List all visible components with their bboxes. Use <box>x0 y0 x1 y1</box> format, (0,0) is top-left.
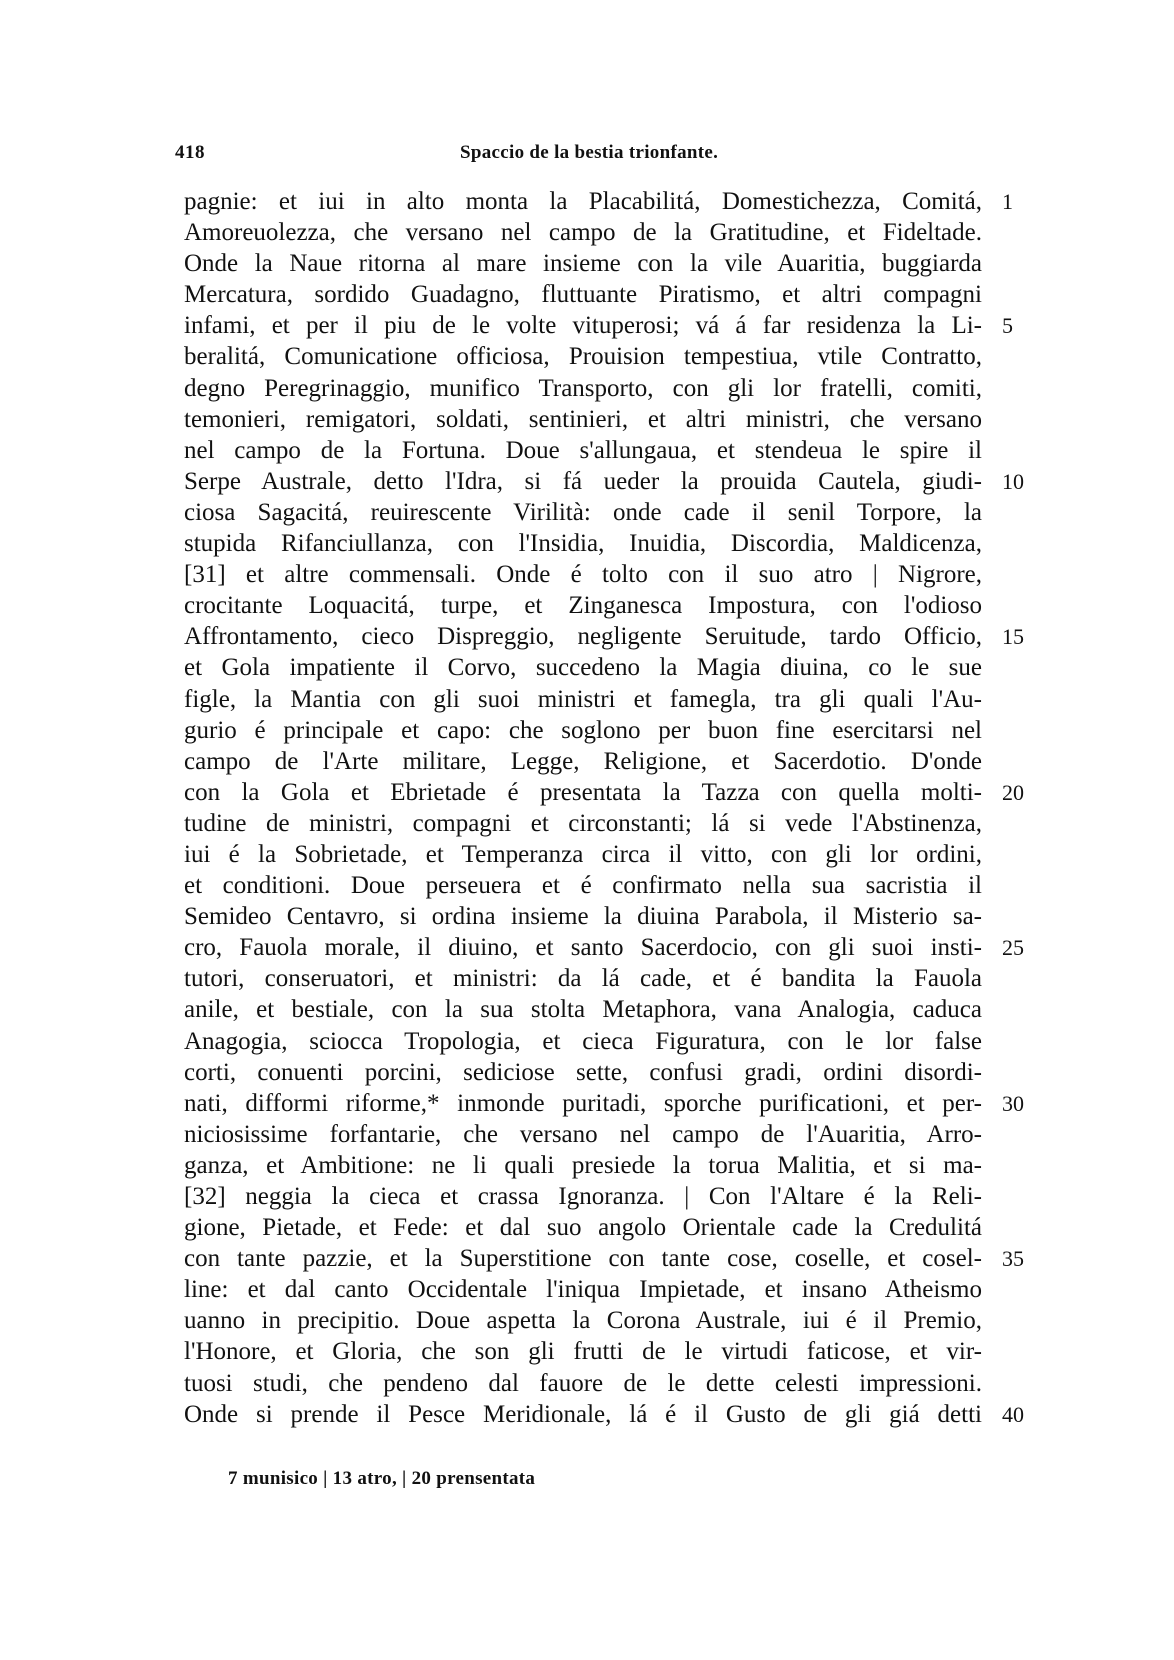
line-text: pagnie: et iui in alto monta la Placabilitá, Domestichezza, Comitá, <box>184 188 982 215</box>
line-text: Affrontamento, cieco Dispreggio, negligente Seruitude, tardo Officio, <box>184 623 982 651</box>
page-number: 418 <box>175 142 205 163</box>
line-text: con tante pazzie, et la Superstitione con tante cose, coselle, et cosel- <box>184 1245 982 1273</box>
text-line <box>184 404 982 435</box>
line-text: Serpe Australe, detto l'Idra, si fá ueder la prouida Cautela, giudi- <box>184 467 982 495</box>
line-text: corti, conuenti porcini, sediciose sette, confusi gradi, ordini disordi- <box>184 1058 982 1086</box>
line-text: Mercatura, sordido Guadagno, fluttuante Piratismo, et altri compagni <box>184 281 982 309</box>
line-number: 5 <box>1002 313 1013 339</box>
text-line <box>184 1026 982 1057</box>
line-text: [31] et altre commensali. Onde é tolto con il suo atro | Nigrore, <box>184 561 982 589</box>
text-line <box>184 1119 982 1150</box>
text-line <box>184 435 982 466</box>
text-line <box>184 1057 982 1088</box>
line-text: Anagogia, sciocca Tropologia, et cieca Figuratura, con le lor false <box>184 1027 982 1055</box>
line-text: gurio é principale et capo: che soglono per buon fine esercitarsi nel <box>184 716 982 744</box>
line-number: 15 <box>1002 624 1024 650</box>
line-text: Onde la Naue ritorna al mare insieme con la vile Auaritia, buggiarda <box>184 250 982 278</box>
text-line <box>184 341 982 372</box>
line-text: temonieri, remigatori, soldati, sentinieri, et altri ministri, che versano <box>184 405 982 433</box>
line-text: iui é la Sobrietade, et Temperanza circa il vitto, con gli lor ordini, <box>184 840 982 868</box>
line-text: [32] neggia la cieca et crassa Ignoranza. | Con l'Altare é la Reli- <box>184 1183 982 1210</box>
text-line <box>184 186 1013 217</box>
text-line <box>184 1150 982 1181</box>
text-line <box>184 1274 982 1305</box>
line-text: tudine de ministri, compagni et circonstanti; lá si vede l'Abstinenza, <box>184 809 982 837</box>
text-line <box>184 963 982 994</box>
line-number: 30 <box>1002 1090 1024 1116</box>
line-text: figle, la Mantia con gli suoi ministri et famegla, tra gli quali l'Au- <box>184 685 982 713</box>
text-line <box>184 808 982 839</box>
text-line <box>184 715 982 746</box>
line-number: 1 <box>1002 189 1013 214</box>
text-line <box>184 777 1024 808</box>
line-number: 25 <box>1002 935 1024 961</box>
critical-apparatus: 7 munisico | 13 atro, | 20 prensentata <box>228 1468 536 1489</box>
line-text: gione, Pietade, et Fede: et dal suo angolo Orientale cade la Credulitá <box>184 1214 982 1242</box>
line-text: line: et dal canto Occidentale l'iniqua Impietade, et insano Atheismo <box>184 1276 982 1304</box>
body-text <box>184 186 1024 1430</box>
text-line <box>184 932 1024 963</box>
line-text: ciosa Sagacitá, reuirescente Virilità: onde cade il senil Torpore, la <box>184 498 982 526</box>
text-line <box>184 559 982 590</box>
line-text: stupida Rifanciullanza, con l'Insidia, Inuidia, Discordia, Maldicenza, <box>184 530 982 558</box>
line-text: anile, et bestiale, con la sua stolta Metaphora, vana Analogia, caduca <box>184 996 982 1024</box>
line-text: et conditioni. Doue perseuera et é confirmato nella sua sacristia il <box>184 872 982 900</box>
line-text: l'Honore, et Gloria, che son gli frutti de le virtudi faticose, et vir- <box>184 1338 982 1366</box>
line-number: 40 <box>1002 1401 1024 1427</box>
text-line <box>184 310 1013 341</box>
line-text: Semideo Centavro, si ordina insieme la diuina Parabola, il Misterio sa- <box>184 903 982 931</box>
line-number: 35 <box>1002 1246 1024 1272</box>
text-line <box>184 1243 1024 1274</box>
line-text: tutori, conseruatori, et ministri: da lá cade, et é bandita la Fauola <box>184 965 982 993</box>
running-head: Spaccio de la bestia trionfante. <box>460 142 719 163</box>
text-line <box>184 684 982 715</box>
text-line <box>184 746 982 777</box>
text-line <box>184 839 982 870</box>
text-line <box>184 1336 982 1367</box>
text-line <box>184 994 982 1025</box>
line-text: cro, Fauola morale, il diuino, et santo Sacerdocio, con gli suoi insti- <box>184 934 982 962</box>
line-text: uanno in precipitio. Doue aspetta la Corona Australe, iui é il Premio, <box>184 1307 982 1335</box>
line-text: Onde si prende il Pesce Meridionale, lá é il Gusto de gli giá detti <box>184 1400 982 1428</box>
text-line <box>184 1212 982 1243</box>
line-text: con la Gola et Ebrietade é presentata la Tazza con quella molti- <box>184 778 982 806</box>
line-number: 20 <box>1002 779 1024 805</box>
line-text: tuosi studi, che pendeno dal fauore de le dette celesti impressioni. <box>184 1369 982 1397</box>
line-text: beralitá, Comunicatione officiosa, Prouision tempestiua, vtile Contratto, <box>184 343 982 371</box>
text-line <box>184 466 1024 497</box>
line-number: 10 <box>1002 468 1024 494</box>
line-text: et Gola impatiente il Corvo, succedeno la Magia diuina, co le sue <box>184 654 982 682</box>
text-line <box>184 1368 982 1399</box>
text-line <box>184 1399 1024 1430</box>
line-text: ganza, et Ambitione: ne li quali presiede la torua Malitia, et si ma- <box>184 1151 982 1179</box>
text-line <box>184 279 982 310</box>
line-text: degno Peregrinaggio, munifico Transporto, con gli lor fratelli, comiti, <box>184 374 982 402</box>
text-line <box>184 652 982 683</box>
line-text: crocitante Loquacitá, turpe, et Zinganesca Impostura, con l'odioso <box>184 592 982 620</box>
text-line <box>184 217 982 248</box>
text-line <box>184 1305 982 1336</box>
line-text: nel campo de la Fortuna. Doue s'allungaua, et stendeua le spire il <box>184 436 982 464</box>
text-line <box>184 1088 1024 1119</box>
text-line <box>184 590 982 621</box>
line-text: Amoreuolezza, che versano nel campo de la Gratitudine, et Fideltade. <box>184 219 982 247</box>
text-line <box>184 497 982 528</box>
line-text: niciosissime forfantarie, che versano nel campo de l'Auaritia, Arro- <box>184 1120 982 1148</box>
text-line <box>184 870 982 901</box>
text-line <box>184 373 982 404</box>
text-line <box>184 621 1024 652</box>
line-text: nati, difformi riforme,* inmonde puritadi, sporche purificationi, et per- <box>184 1089 982 1117</box>
line-text: campo de l'Arte militare, Legge, Religione, et Sacerdotio. D'onde <box>184 747 982 775</box>
text-line <box>184 248 982 279</box>
text-line <box>184 1181 982 1212</box>
text-line <box>184 901 982 932</box>
line-text: infami, et per il piu de le volte vituperosi; vá á far residenza la Li- <box>184 312 982 340</box>
text-line <box>184 528 982 559</box>
